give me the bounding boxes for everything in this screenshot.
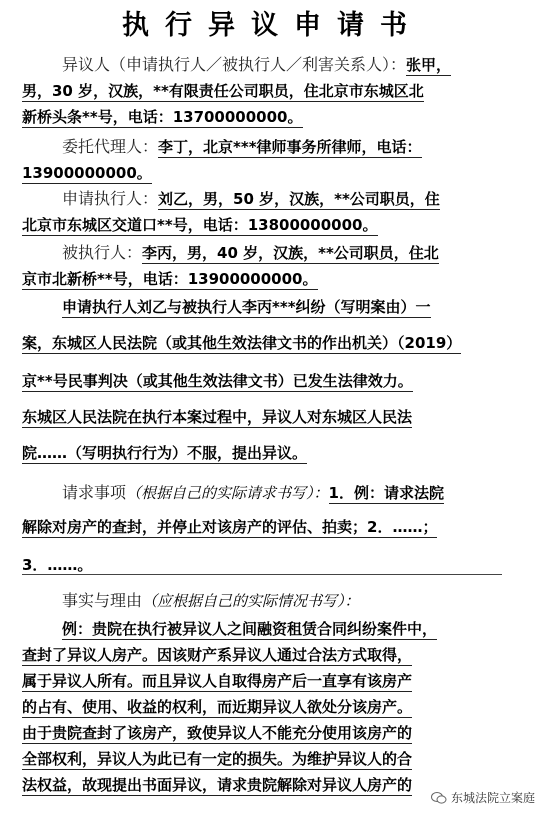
respondent-value: 李丙，男，40 岁，汉族，**公司职员，住北 xyxy=(142,244,439,262)
line-objector xyxy=(62,52,532,78)
line-3 xyxy=(22,104,527,130)
line-25-text: 法权益，故现提出书面异议，请求贵院解除对异议人房产的 xyxy=(22,776,413,794)
watermark xyxy=(431,787,535,809)
line-16-text: 解除对房产的查封，并停止对该房产的评估、拍卖；2．……； xyxy=(22,518,438,536)
line-respondent xyxy=(62,240,532,266)
line-10-text: 申请执行人刘乙与被执行人李丙***纠纷（写明案由）一 xyxy=(62,298,431,316)
line-5-text: 13900000000。 xyxy=(22,164,152,182)
line-5 xyxy=(22,160,527,186)
request-note: （根据自己的实际请求书写）： xyxy=(126,484,329,502)
line-11-text: 案，东城区人民法院（或其他生效法律文书的作出机关）（2019） xyxy=(22,334,462,352)
document-title: 执行异议申请书 xyxy=(122,10,423,41)
watermark-text: 东城法院立案庭 xyxy=(450,791,535,805)
facts-note: （应根据自己的实际情况书写）： xyxy=(142,592,360,610)
line-applicant xyxy=(62,186,532,212)
line-22 xyxy=(22,694,527,720)
line-13-text: 东城区人民法院在执行本案过程中，异议人对东城区人民法 xyxy=(22,408,413,426)
line-3-text: 新桥头条**号，电话：13700000000。 xyxy=(22,108,303,126)
line-23 xyxy=(22,720,527,746)
line-10 xyxy=(62,294,532,320)
line-21 xyxy=(22,668,527,694)
line-19 xyxy=(62,616,532,642)
wechat-icon xyxy=(431,791,447,805)
line-24 xyxy=(22,746,527,772)
line-13 xyxy=(22,404,527,430)
line-facts xyxy=(62,588,532,614)
line-agent xyxy=(62,134,532,160)
agent-value: 李丁，北京***律师事务所律师，电话： xyxy=(158,138,422,156)
request-label: 请求事项 xyxy=(62,483,127,502)
line-7 xyxy=(22,212,527,238)
facts-label: 事实与理由 xyxy=(62,591,143,610)
line-22-text: 的占有、使用、收益的权利，而近期异议人欲处分该房产。 xyxy=(22,698,413,716)
line-20 xyxy=(22,642,527,668)
objector-label: 异议人（申请执行人／被执行人／利害关系人）： xyxy=(62,55,407,74)
request-underline xyxy=(22,574,502,575)
request-value: 1．例：请求法院 xyxy=(328,484,444,502)
agent-label: 委托代理人： xyxy=(62,137,159,156)
applicant-label: 申请执行人： xyxy=(62,189,159,208)
line-21-text: 属于异议人所有。而且异议人自取得房产后一直享有该房产 xyxy=(22,672,413,690)
line-17-text: 3．……。 xyxy=(22,556,93,574)
line-14-text: 院……（写明执行行为）不服，提出异议。 xyxy=(22,444,308,462)
line-2 xyxy=(22,78,527,104)
applicant-value: 刘乙，男，50 岁，汉族，**公司职员，住 xyxy=(158,190,440,208)
line-20-text: 查封了异议人房产。因该财产系异议人通过合法方式取得， xyxy=(22,646,413,664)
line-14 xyxy=(22,440,527,466)
line-2-text: 男，30 岁，汉族，**有限责任公司职员，住北京市东城区北 xyxy=(22,82,424,100)
objector-value: 张甲， xyxy=(406,56,452,74)
line-24-text: 全部权利，异议人为此已有一定的损失。为维护异议人的合 xyxy=(22,750,413,768)
line-16 xyxy=(22,514,527,540)
line-request xyxy=(62,480,532,506)
line-12-text: 京**号民事判决（或其他生效法律文书）已发生法律效力。 xyxy=(22,372,413,390)
line-9 xyxy=(22,266,527,292)
line-19-text: 例：贵院在执行被异议人之间融资租赁合同纠纷案件中， xyxy=(62,620,438,638)
line-9-text: 京市北新桥**号，电话：13900000000。 xyxy=(22,270,318,288)
line-23-text: 由于贵院查封了该房产，致使异议人不能充分使用该房产的 xyxy=(22,724,413,742)
line-7-text: 北京市东城区交道口**号，电话：13800000000。 xyxy=(22,216,378,234)
line-11 xyxy=(22,330,527,356)
line-12 xyxy=(22,368,527,394)
respondent-label: 被执行人： xyxy=(62,243,143,262)
